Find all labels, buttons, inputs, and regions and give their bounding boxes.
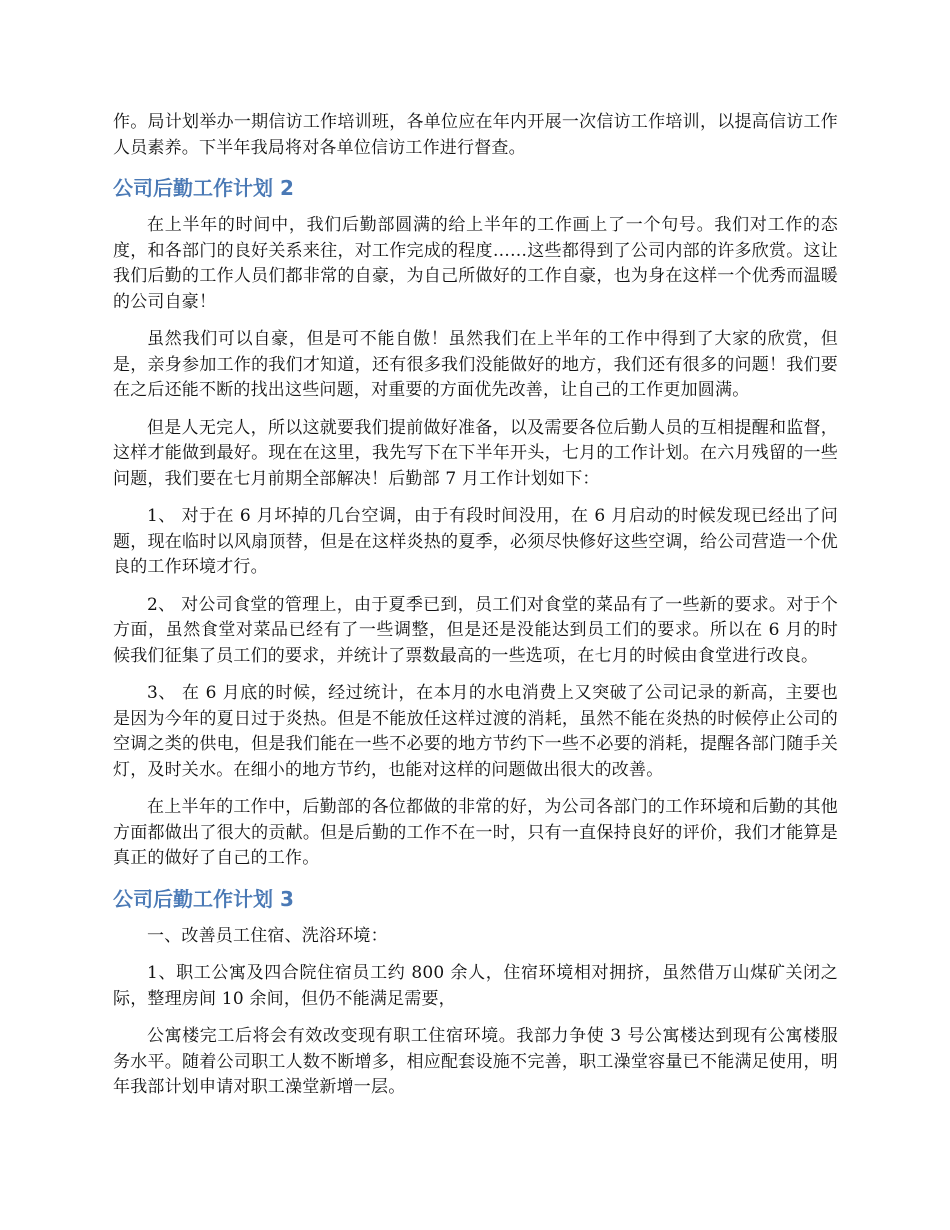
paragraph: 在上半年的时间中，我们后勤部圆满的给上半年的工作画上了一个句号。我们对工作的态度，和各部门的良好关系来往，对工作完成的程度……这些都得到了公司内部的许多欣赏。这让我们后勤的工作人员们都非常的自豪，为自己所做好的工作自豪，也为身在这样一个优秀而温暖的公司自豪！: [113, 215, 838, 312]
section-heading-3: 公司后勤工作计划 3: [113, 886, 294, 911]
paragraph: 在上半年的工作中，后勤部的各位都做的非常的好，为公司各部门的工作环境和后勤的其他方面都做出了很大的贡献。但是后勤的工作不在一时，只有一直保持良好的评价，我们才能算是真正的做好了自己的工作。: [113, 797, 838, 868]
paragraph: 公寓楼完工后将会有效改变现有职工住宿环境。我部力争使 3 号公寓楼达到现有公寓楼服务水平。随着公司职工人数不断增多，相应配套设施不完善，职工澡堂容量已不能满足使用，明年我部计划申请对职工澡堂新增一层。: [113, 1026, 838, 1097]
intro-paragraph: 作。局计划举办一期信访工作培训班，各单位应在年内开展一次信访工作培训，以提高信访工作人员素养。下半年我局将对各单位信访工作进行督查。: [113, 112, 838, 158]
list-item-paragraph: 3、 在 6 月底的时候，经过统计，在本月的水电消费上又突破了公司记录的新高，主要也是因为今年的夏日过于炎热。但是不能放任这样过渡的消耗，虽然不能在炎热的时候停止公司的空调之类的供电，但是我们能在一些不必要的地方节约下一些不必要的消耗，提醒各部门随手关灯，及时关水。在细小的地方节约，也能对这样的问题做出很大的改善。: [113, 683, 838, 780]
paragraph: 虽然我们可以自豪，但是可不能自傲！虽然我们在上半年的工作中得到了大家的欣赏，但是，亲身参加工作的我们才知道，还有很多我们没能做好的地方，我们还有很多的问题！我们要在之后还能不断的找出这些问题，对重要的方面优先改善，让自己的工作更加圆满。: [113, 329, 838, 400]
list-item-paragraph: 1、职工公寓及四合院住宿员工约 800 余人，住宿环境相对拥挤，虽然借万山煤矿关闭之际，整理房间 10 余间，但仍不能满足需要，: [113, 963, 838, 1009]
section-heading-2: 公司后勤工作计划 2: [113, 176, 294, 200]
list-item-paragraph: 1、 对于在 6 月坏掉的几台空调，由于有段时间没用，在 6 月启动的时候发现已经出了问题，现在临时以风扇顶替，但是在这样炎热的夏季，必须尽快修好这些空调，给公司营造一个优良的工作环境才行。: [113, 506, 838, 577]
list-item-paragraph: 2、 对公司食堂的管理上，由于夏季已到，员工们对食堂的菜品有了一些新的要求。对于个方面，虽然食堂对菜品已经有了一些调整，但是还是没能达到员工们的要求。所以在 6 月的时候我们征集了员工们的要求，并统计了票数最高的一些选项，在七月的时候由食堂进行改良。: [113, 594, 838, 666]
paragraph: 一、改善员工住宿、洗浴环境：: [147, 925, 388, 946]
paragraph: 但是人无完人，所以这就要我们提前做好准备，以及需要各位后勤人员的互相提醒和监督，这样才能做到最好。现在在这里，我先写下在下半年开头，七月的工作计划。在六月残留的一些问题，我们要在七月前期全部解决！后勤部 7 月工作计划如下：: [113, 417, 838, 489]
document-body: [113, 110, 838, 1113]
